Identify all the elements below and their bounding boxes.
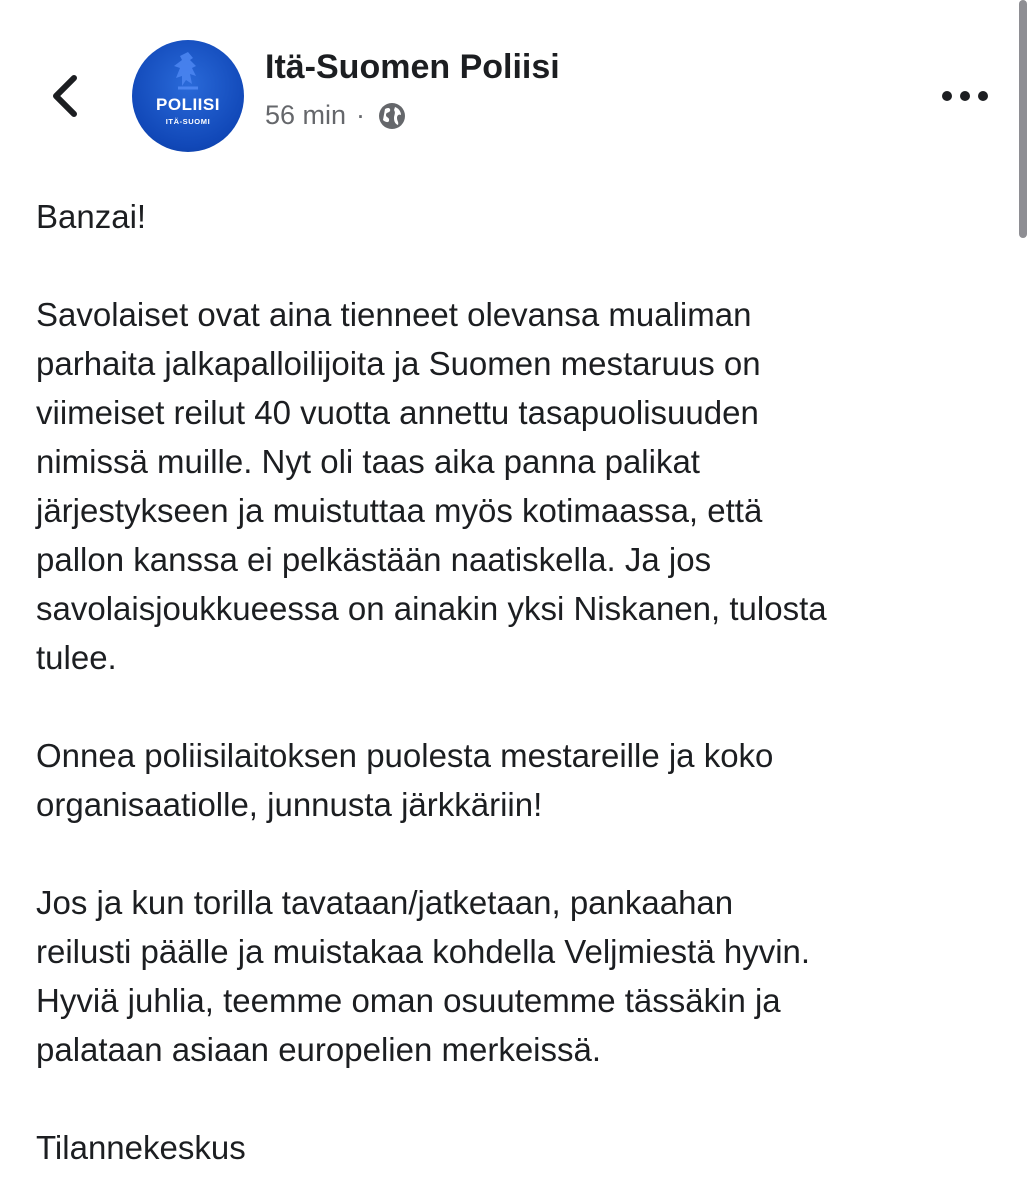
paragraph-greeting xyxy=(36,192,996,241)
text-line: Banzai! xyxy=(36,198,147,235)
text-line: tulee. xyxy=(36,639,117,676)
post-timestamp[interactable]: 56 min xyxy=(265,100,347,130)
police-crest-icon xyxy=(160,48,216,96)
post-meta xyxy=(265,100,407,131)
page-avatar[interactable] xyxy=(132,40,244,152)
paragraph-main xyxy=(36,290,996,682)
text-line: organisaatiolle, junnusta järkkäriin! xyxy=(36,786,543,823)
text-line: palataan asiaan europelien merkeissä. xyxy=(36,1031,602,1068)
text-line: savolaisjoukkueessa on ainakin yksi Niskanen, tulosta xyxy=(36,590,827,627)
paragraph-congrats xyxy=(36,731,996,829)
text-line: nimissä muille. Nyt oli taas aika panna palikat xyxy=(36,443,700,480)
paragraph-celebration xyxy=(36,878,996,1074)
text-line: järjestykseen ja muistuttaa myös kotimaassa, että xyxy=(36,492,763,529)
avatar-title: POLIISI xyxy=(156,95,220,114)
text-line: Hyviä juhlia, teemme oman osuutemme tässäkin ja xyxy=(36,982,781,1019)
back-button[interactable] xyxy=(40,68,96,124)
text-line: pallon kanssa ei pelkästään naatiskella. Ja jos xyxy=(36,541,712,578)
text-line: Savolaiset ovat aina tienneet olevansa mualiman xyxy=(36,296,752,333)
text-line: viimeiset reilut 40 vuotta annettu tasapuolisuuden xyxy=(36,394,759,431)
more-options-button[interactable] xyxy=(938,84,992,108)
post-body xyxy=(36,192,996,1200)
page-name-link[interactable]: Itä-Suomen Poliisi xyxy=(265,48,560,86)
text-line: Jos ja kun torilla tavataan/jatketaan, pankaahan xyxy=(36,884,734,921)
more-horizontal-icon xyxy=(938,84,992,108)
globe-icon xyxy=(377,101,407,131)
meta-separator: · xyxy=(356,100,366,130)
text-line: reilusti päälle ja muistakaa kohdella Veljmiestä hyvin. xyxy=(36,933,811,970)
post-header xyxy=(0,0,1027,160)
paragraph-signature xyxy=(36,1123,996,1172)
chevron-left-icon xyxy=(40,68,96,124)
text-line: parhaita jalkapalloilijoita ja Suomen mestaruus on xyxy=(36,345,761,382)
signature: Tilannekeskus xyxy=(36,1129,246,1166)
text-line: Onnea poliisilaitoksen puolesta mestareille ja koko xyxy=(36,737,774,774)
avatar-subtitle: ITÄ-SUOMI xyxy=(165,117,211,126)
